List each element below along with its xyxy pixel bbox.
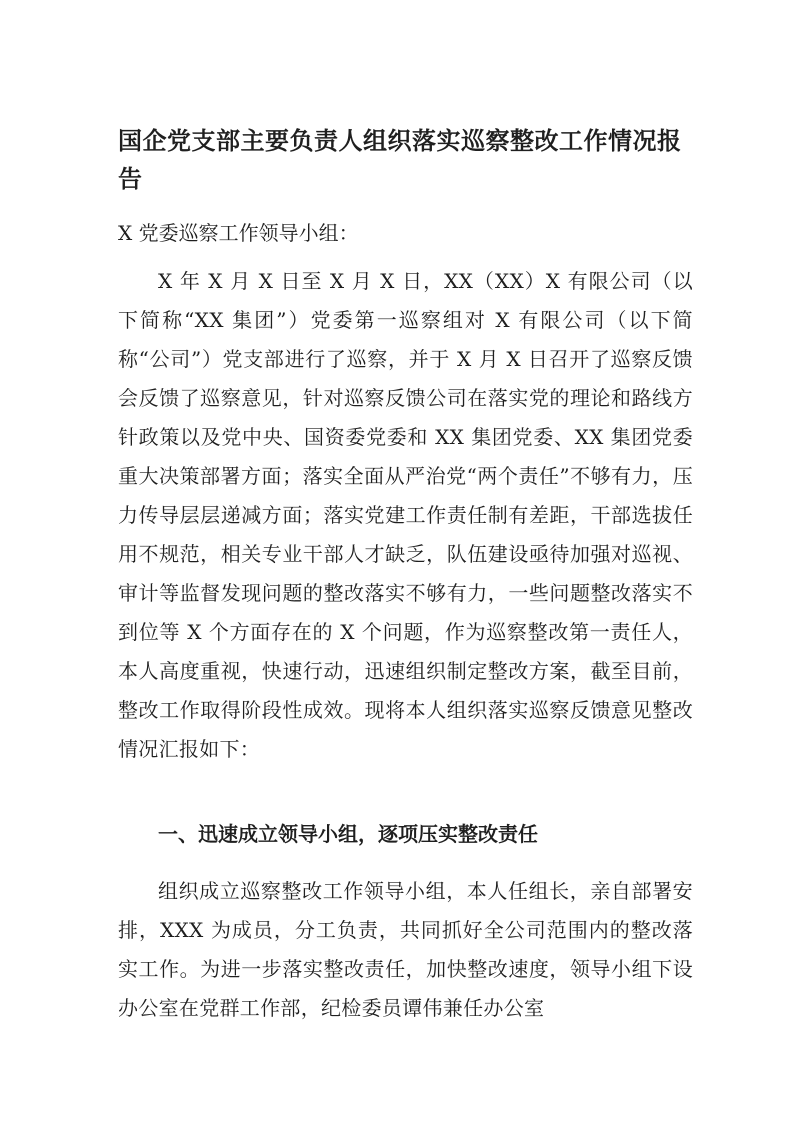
section-heading: 一、迅速成立领导小组，逐项压实整改责任	[158, 822, 538, 846]
paragraph-section-1: 组织成立巡察整改工作领导小组，本人任组长，亲自部署安排，XXX 为成员，分工负责，共同抓好全公司范围内的整改落实工作。为进一步落实整改责任，加快整改速度，领导小组下设办公室在党群工作部，纪检委员谭伟兼任办公室	[118, 879, 693, 1020]
paragraph-intro: X 年 X 月 X 日至 X 月 X 日，XX（XX）X 有限公司（以下简称“XX 集团”）党委第一巡察组对 X 有限公司（以下简称“公司”）党支部进行了巡察，并于 X 月 X 日召开了巡察反馈会反馈了巡察意见，针对巡察反馈公司在落实党的理论和路线方针政策以及党中央、国资委党委和 XX 集团党委、XX 集团党委重大决策部署方面；落实全面从严治党“两个责任”不够有力，压力传导层层递减方面；落实党建工作责任制有差距，干部选拔任用不规范，相关专业干部人才缺乏，队伍建设亟待加强对巡视、审计等监督发现问题的整改落实不够有力，一些问题整改落实不到位等 X 个方面存在的 X 个问题，作为巡察整改第一责任人，本人高度重视，快速行动，迅速组织制定整改方案，截至目前，整改工作取得阶段性成效。现将本人组织落实巡察反馈意见整改情况汇报如下：	[118, 269, 693, 761]
salutation: X 党委巡察工作领导小组：	[118, 221, 359, 245]
document-title: 国企党支部主要负责人组织落实巡察整改工作情况报告	[118, 127, 682, 193]
